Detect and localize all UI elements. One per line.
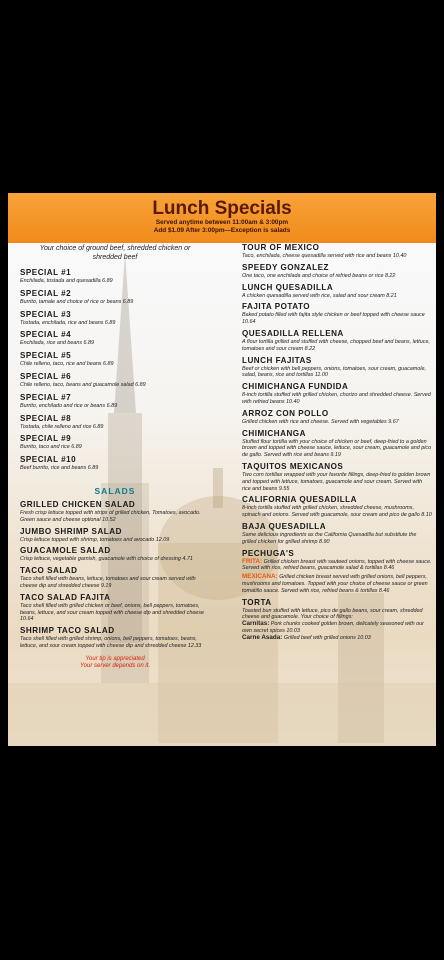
item-name: GRILLED CHICKEN SALAD [20,499,136,509]
item-name: QUESADILLA RELLENA [242,328,344,338]
tip-line: Your server depends on it. [79,662,151,669]
item-name: TACO SALAD FAJITA [20,592,111,602]
menu-item [242,382,432,406]
right-column [242,243,432,645]
item-description: Taco shell filled with grilled shrimp, onions, bell peppers, tomatoes, beans, lettuce, and sour cream topped with cheese dip and shredded cheese 12.33 [20,636,202,649]
torta-item [242,598,432,642]
lunch-menu [8,193,436,746]
special-item [20,434,210,451]
item-description: Two corn tortillas wrapped with your favorite fillings, deep-fried to golden brown and topped with lettuce, tomatoes, guacamole and sour cream. Served with rice and beans 9.55 [242,471,431,492]
mexicana-option [242,574,432,594]
item-name: TOUR OF MEXICO [242,243,320,252]
item-description: Crisp lettuce topped with shrimp, tomatoes and avocado 12.09 [20,536,170,543]
item-description: Taco shell filled with beans, lettuce, tomatoes and sour cream served with cheese dip and shredded cheese 9.19 [20,576,196,589]
menu-item [242,495,432,519]
item-description: Crisp lettuce, vegetable garnish, guacamole with choice of dressing 4.71 [20,556,193,563]
menu-item [242,302,432,326]
salad-item [20,546,210,563]
item-name: SPECIAL #3 [20,309,72,319]
item-name: CHIMICHANGA [242,428,306,438]
salad-item [20,566,210,590]
item-description: One taco, one enchilada and choice of refried beans or rice 8.22 [242,272,396,279]
mexicana-label: MEXICANA: [242,573,278,581]
item-description: Tostada, chile relleno and rice 6.89 [20,423,104,430]
item-description: Burrito, tamale and choice of rice or beans 6.89 [20,298,134,305]
salad-item [20,527,210,544]
left-column [20,243,210,670]
item-name: SHRIMP TACO SALAD [20,626,115,636]
item-description: Grilled chicken with rice and cheese. Served with vegetables 9.67 [242,418,399,425]
item-name: SPECIAL #7 [20,392,72,402]
menu-item [242,263,432,280]
item-name: JUMBO SHRIMP SALAD [20,526,122,536]
item-description: Fresh crisp lettuce topped with strips of grilled chicken, Tomatoes, avocado. Green sauce and cheese optional 10.52 [20,509,201,523]
salad-item [20,626,210,650]
item-description: A chicken quesadilla served with rice, salad and sour cream 8.21 [242,292,397,299]
item-description: Burrito, enchilado and rice or beans 6.89 [20,402,118,409]
menu-item [242,243,432,260]
special-item [20,455,210,472]
special-item [20,351,210,368]
menu-item [242,429,432,459]
item-description: A flour tortilla grilled and stuffed with cheese, chopped beef and beans, lettuce, tomatoes and sour cream 8.22 [242,338,430,352]
hours-line: Served anytime between 11:00am & 3:00pm [155,219,289,226]
carnitas-option [242,621,432,635]
item-description: Stuffed flour tortilla with your choice of chicken or beef, deep-fried to a golden brown and topped with cheese sauce, lettuce, sour cream, guacamole and pico de gallo. Served with rice and beans 9.19 [242,438,432,459]
item-description: Taco shell filled with grilled chicken or beef, onions, bell peppers, tomatoes, beans, lettuce, and sour cream topped with cheese dip and shredded cheese 10.64 [20,602,205,623]
salad-item [20,500,210,524]
special-item [20,372,210,389]
item-name: SPECIAL #10 [20,455,77,465]
tip-line: Your tip is appreciated [85,655,145,662]
pechuga-item [242,549,432,595]
item-description: Enchilada, rice and beans 6.89 [20,340,95,347]
tip-note [20,656,210,670]
item-description: Tostada, enchilada, rice and beans 6.89 [20,319,116,326]
menu-item [242,329,432,353]
item-description: Toasted bun stuffed with lettuce, pico de gallo beans, sour cream, shredded cheese and guacamole. Your choice of fillings: [242,607,423,621]
item-description: Same delicious ingredients as the California Quesadilla but substitute the grilled chicken for grilled shrimp 8.90 [242,531,417,545]
item-name: GUACAMOLE SALAD [20,546,111,556]
item-name: CALIFORNIA QUESADILLA [242,495,357,505]
item-name: SPECIAL #4 [20,330,72,340]
item-name: TORTA [242,597,272,607]
item-description: 8-inch tortilla stuffed with grilled chicken, chorizo and shredded cheese. Served with refried beans 10.40 [242,392,431,405]
item-name: ARROZ CON POLLO [242,408,329,418]
item-description: Baked potato filled with fajita style chicken or beef topped with cheese sauce 10.64 [242,312,425,326]
item-name: SPECIAL #2 [20,288,72,298]
item-name: SPECIAL #8 [20,413,72,423]
carnitas-description: Pork chunks cooked golden brown, delicately seasoned with our own secret spices 10.03 [242,621,424,634]
mexicana-description: Grilled chicken breast served with grilled onions, bell peppers, mushrooms and tomatoes. Topped with your choice of cheese sauce or green tomatillo sauce. Served with rice, refried beans & tortillas 8.46 [242,574,428,594]
salads-heading: SALADS [94,485,136,496]
item-name: SPECIAL #1 [20,268,72,277]
item-description: Enchilada, tostada and quesadilla 6.89 [20,278,113,284]
item-description: Beef burrito, rice and beans 6.89 [20,465,99,472]
special-item [20,268,210,285]
item-name: BAJA QUESADILLA [242,521,327,531]
surcharge-line: Add $1.09 After 3:00pm—Exception is salads [153,227,291,234]
asada-option [242,635,432,642]
item-description: Taco, enchilada, cheese quesadilla served with rice and beans 10.40 [242,253,407,259]
special-item [20,414,210,431]
item-description: Chile relleno, taco, rice and beans 6.89 [20,361,114,368]
menu-item [242,283,432,300]
special-item [20,289,210,306]
item-name: LUNCH FAJITAS [242,355,312,365]
item-name: TAQUITOS MEXICANOS [242,461,344,471]
menu-item [242,356,432,380]
protein-choice-note: Your choice of ground beef, shredded chicken or shredded beef [39,245,191,261]
item-description: 8-inch tortilla stuffed with grilled chicken, shredded cheese, mushrooms, spinach and onions. Served with guacamole, sour cream and pico de gallo 8.10 [242,505,432,519]
menu-item [242,522,432,546]
special-item [20,393,210,410]
item-name: SPECIAL #9 [20,434,72,444]
item-name: PECHUGA'S [242,548,295,558]
asada-description: Grilled beef with grilled onions 10.03 [283,634,371,641]
frita-label: FRITA: [242,557,263,565]
item-name: SPECIAL #5 [20,351,72,361]
item-name: SPEEDY GONZALEZ [242,262,329,272]
item-name: FAJITA POTATO [242,302,311,312]
item-name: LUNCH QUESADILLA [242,282,334,292]
menu-title: Lunch Specials [152,198,292,219]
item-description: Burrito, taco and rice 6.89 [20,444,82,451]
menu-item [242,409,432,426]
item-name: TACO SALAD [20,566,78,576]
salad-item [20,593,210,623]
frita-description: Grilled chicken breast with sauteed onions, topped with cheese sauce. Served with rice, refried beans, guacamole salad & tortillas 8.46 [242,558,432,572]
asada-label: Carne Asada: [242,633,283,641]
menu-header [8,193,436,243]
special-item [20,310,210,327]
frita-option [242,559,432,573]
item-name: SPECIAL #6 [20,371,72,381]
menu-item [242,462,432,492]
special-item [20,330,210,347]
item-description: Beef or chicken with bell peppers, onions, tomatoes, sour cream, guacamole, salad, beans, rice and tortillas 11.00 [242,365,426,379]
item-description: Chile relleno, taco, beans and guacamole salad 6.89 [20,381,146,388]
carnitas-label: Carnitas: [242,620,270,628]
item-name: CHIMICHANGA FUNDIDA [242,382,349,392]
